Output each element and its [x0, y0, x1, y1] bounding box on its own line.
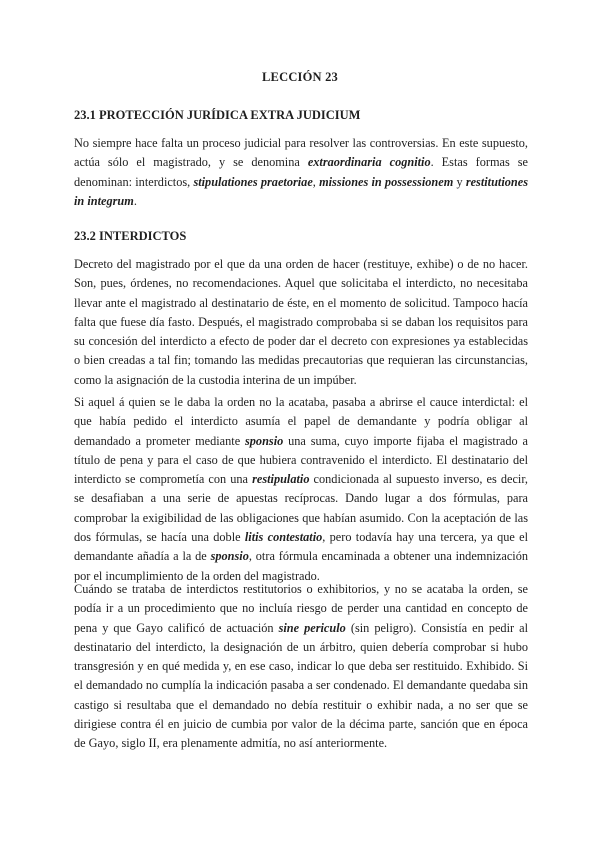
- text-run: . Estas formas se denominan: interdictos,: [74, 155, 528, 189]
- italic-term: restipulatio: [252, 472, 310, 487]
- lesson-title: LECCIÓN 23: [262, 70, 338, 84]
- italic-term: litis contestatio: [244, 530, 323, 545]
- text-run: Decreto del magistrado por el que da una orden de hacer (restituye, exhibe) o de no hacer. Son, pues, órdenes, no recomendaciones. Aquel que solicitaba el interdicto, no necesitaba llevar ante el magistrado al destinatario de éste, en el momento de solicitud. Tampoco hacía falta que fuese día fasto. Después, el magistrado comprobaba si se daban los requisitos para su concesión del interdicto a efecto de poder dar el decreto con expresiones ya establecidas o bien creadas a tal fin; tomando las medidas precautorias que requieran las circunstancias, como la asignación de la custodia interina de un impúber.: [74, 257, 528, 387]
- paragraph-restitutorios: [74, 580, 528, 754]
- italic-term: sine periculo: [278, 620, 346, 635]
- paragraph-interdictos-definition: [74, 255, 528, 390]
- text-run: una suma, cuyo importe fijaba el magistrado a título de pena y para el caso de que hubiera contravenido el interdicto. El destinatario del interdicto se comprometía con una: [74, 433, 528, 487]
- text-run: ,: [312, 174, 320, 189]
- text-run: Cuándo se trataba de interdictos restitutorios o exhibitorios, y no se acataba la orden, se podía ir a un procedimiento que no incluía riesgo de perder una cantidad en concepto de pena y que Gayo calificó de actuación: [74, 582, 528, 635]
- italic-term: restitutiones in integrum: [74, 174, 528, 208]
- text-run: , pero todavía hay una tercera, ya que el demandante añadía a la de: [74, 530, 528, 564]
- text-run: condicionada al supuesto inverso, es decir, se desafiaban a una serie de apuestas recíprocas. Dando lugar a dos fórmulas, para comprobar la exigibilidad de las obligaciones que habían asumido. Con la aceptación de las dos fórmulas, se hacía una doble: [74, 472, 529, 545]
- italic-term: extraordinaria cognitio: [307, 155, 431, 170]
- text-run: .: [133, 193, 137, 208]
- text-run: (sin peligro). Consistía en pedir al destinatario del interdicto, la designación de un árbitro, quien debería comprobar si hubo transgresión y en qué medida y, en ese caso, indicar lo que deba ser restituido. Exhibido. Si el demandado no cumplía la indicación pasaba a ser condenado. El demandante quedaba sin castigo si resultaba que el demandado no debía restituir o exhibir nada, a no ser que se dirigiese contra él en juicio de cumbia por valor de la décima parte, sanción que en época de Gayo, siglo II, era plenamente admitía, no así anteriormente.: [74, 620, 528, 751]
- italic-term: sponsio: [210, 549, 249, 564]
- text-run: Si aquel á quien se le daba la orden no la acataba, pasaba a abrirse el cauce interdictal: el que había pedido el interdicto asumía el papel de demandante y podría obligar al demandado a prometer mediante: [74, 395, 528, 448]
- text-run: y: [453, 174, 466, 189]
- text-run: No siempre hace falta un proceso judicial para resolver las controversias. En este supuesto, actúa sólo el magistrado, y se denomina: [74, 136, 528, 170]
- section-heading-23-1: 23.1 PROTECCIÓN JURÍDICA EXTRA JUDICIUM: [74, 108, 361, 122]
- paragraph-extra-judicium: [74, 134, 528, 211]
- text-run: , otra fórmula encaminada a obtener una indemnización por el incumplimiento de la orden del magistrado.: [74, 549, 528, 583]
- paragraph-cauce-interdictal: [74, 393, 528, 586]
- italic-term: missiones in possessionem: [319, 174, 454, 189]
- section-heading-23-2: 23.2 INTERDICTOS: [74, 229, 187, 243]
- italic-term: sponsio: [245, 433, 284, 448]
- italic-term: stipulationes praetoriae: [193, 174, 313, 189]
